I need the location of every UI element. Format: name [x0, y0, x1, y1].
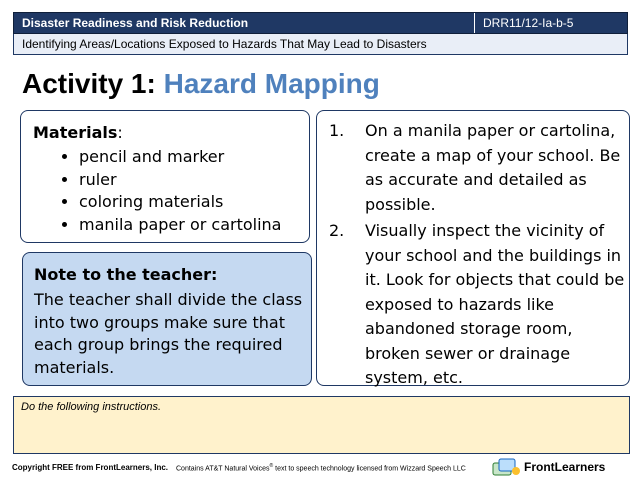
att-notice-main: Contains AT&T Natural Voices — [176, 465, 270, 473]
registered-mark: ® — [269, 463, 274, 469]
frontlearners-logo-icon — [492, 457, 522, 477]
title-main: Hazard Mapping — [163, 68, 380, 99]
copyright-text: Copyright FREE from FrontLearners, Inc. — [12, 463, 169, 472]
step-item — [329, 119, 625, 217]
instructions-box — [13, 396, 630, 454]
course-title: Disaster Readiness and Risk Reduction — [22, 16, 249, 30]
materials-heading-colon: : — [117, 123, 123, 142]
list-item: • ruler — [79, 169, 281, 192]
steps-box — [316, 110, 630, 386]
note-heading: Note to the teacher: — [34, 265, 218, 284]
att-notice — [176, 463, 466, 472]
list-item: • manila paper or cartolina — [79, 214, 281, 237]
header-bar — [13, 12, 628, 34]
step-item — [329, 219, 625, 391]
materials-list — [51, 146, 281, 236]
list-item: • coloring materials — [79, 191, 281, 214]
list-item: • pencil and marker — [79, 146, 281, 169]
instructions-text: Do the following instructions. — [21, 401, 162, 413]
step-text: Visually inspect the vicinity of your school and the buildings in it. Look for objects that could be exposed to hazards like abandoned storage room, broken sewer or drainage system, etc. — [365, 221, 625, 387]
materials-heading-label: Materials — [33, 123, 118, 142]
steps-list — [329, 119, 625, 393]
note-body: The teacher shall divide the class into two groups make sure that each group brings the required materials. — [34, 290, 303, 377]
title-prefix: Activity 1: — [22, 68, 164, 99]
teacher-note-box — [22, 252, 312, 386]
step-number: 2. — [329, 221, 345, 240]
page-title — [22, 68, 380, 100]
materials-box — [20, 110, 310, 243]
step-number: 1. — [329, 121, 345, 140]
lesson-subtitle: Identifying Areas/Locations Exposed to Hazards That May Lead to Disasters — [22, 37, 427, 51]
materials-heading — [33, 123, 123, 142]
att-notice-rest: text to speech technology licensed from Wizzard Speech LLC — [273, 465, 466, 473]
frontlearners-logo-text: FrontLearners — [524, 460, 606, 474]
subtitle-bar — [13, 34, 628, 55]
code-cell — [474, 13, 627, 33]
competency-code: DRR11/12-Ia-b-5 — [483, 16, 574, 30]
step-text: On a manila paper or cartolina, create a map of your school. Be as accurate and detailed as possible. — [365, 121, 621, 214]
